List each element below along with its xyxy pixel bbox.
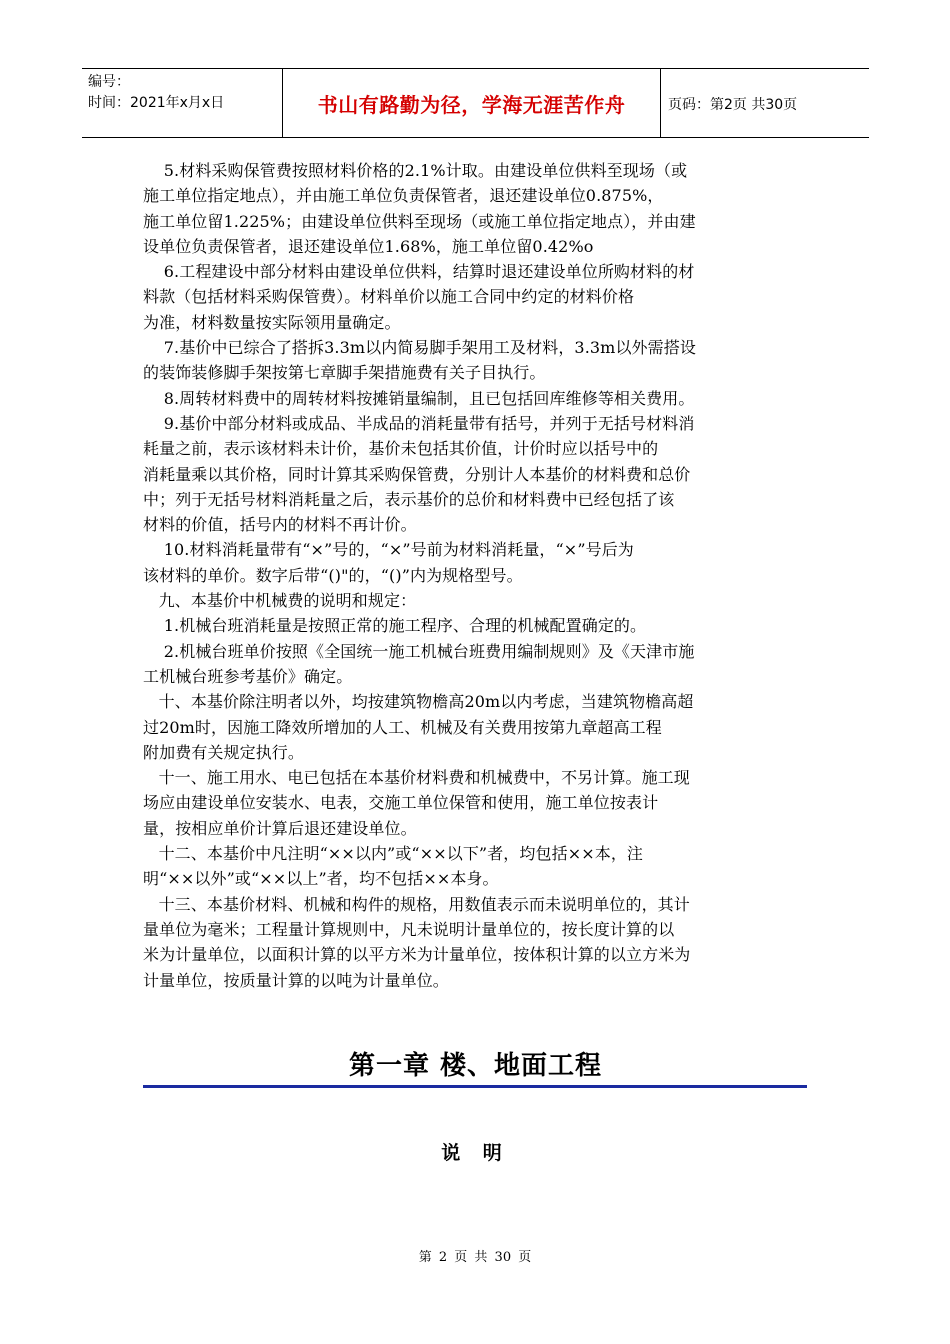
paragraph: 2.机械台班单价按照《全国统一施工机械台班费用编制规则》及《天津市施 工机械台班参考基价》确定。 [143, 641, 695, 686]
page-header [82, 68, 869, 138]
paragraph: 8.周转材料费中的周转材料按摊销量编制，且已包括回库维修等相关费用。 [143, 388, 695, 408]
paragraph: 5.材料采购保管费按照材料价格的2.1%计取。由建设单位供料至现场（或 施工单位指定地点），并由施工单位负责保管者，退还建设单位0.875%， 施工单位留1.225%；由建设单位供料至现场（或施工单位指定地点），并由建 设单位负责保管者，退还建设单位1.68%，施工单位留0.42%o [143, 161, 696, 256]
chapter-rule [143, 1085, 807, 1088]
paragraph: 1.机械台班消耗量是按照正常的施工程序、合理的机械配置确定的。 [143, 616, 647, 636]
paragraph: 十三、本基价材料、机械和构件的规格，用数值表示而未说明单位的，其计 量单位为毫米；工程量计算规则中，凡未说明计量单位的，按长度计算的以 米为计量单位，以面积计算的以平方米为计量单位，按体积计算的以立方米为 计量单位，按质量计算的以吨为计量单位。 [143, 894, 691, 990]
chapter-title: 第一章 楼、地面工程 [348, 1051, 603, 1081]
paragraph: 6.工程建设中部分材料由建设单位供料，结算时退还建设单位所购材料的材 料款（包括材料采购保管费）。材料单价以施工合同中约定的材料价格 为准，材料数量按实际领用量确定。 [143, 262, 695, 332]
paragraph: 十二、本基价中凡注明“××以内”或“××以下”者，均包括××本，注 明“××以外”或“××以上”者，均不包括××本身。 [143, 844, 644, 889]
paragraph: 九、本基价中机械费的说明和规定： [143, 591, 417, 611]
number-label: 编号： [88, 74, 130, 90]
date-label: 时间：2021年x月x日 [88, 95, 225, 111]
header-meta [88, 72, 224, 114]
paragraph: 7.基价中已综合了搭拆3.3m以内简易脚手架用工及材料，3.3m以外需搭设 的装饰装修脚手架按第七章脚手架措施费有关子目执行。 [143, 338, 696, 383]
paragraph: 十一、施工用水、电已包括在本基价材料费和机械费中，不另计算。施工现 场应由建设单位安装水、电表，交施工单位保管和使用，施工单位按表计 量，按相应单价计算后退还建设单位。 [143, 768, 690, 838]
paragraph: 十、本基价除注明者以外，均按建筑物檐高20m以内考虑，当建筑物檐高超 过20m时，因施工降效所增加的人工、机械及有关费用按第九章超高工程 附加费有关规定执行。 [143, 692, 694, 762]
section-title: 说 明 [441, 1142, 510, 1164]
paragraph: 9.基价中部分材料或成品、半成品的消耗量带有括号，并列于无括号材料消 耗量之前，表示该材料未计价，基价未包括其价值，计价时应以括号中的 消耗量乘以其价格，同时计算其采购保管费，分别计人本基价的材料费和总价 中；列于无括号材料消耗量之后，表示基价的总价和材料费中已经包括了该 材料的价值，括号内的材料不再计价。 [143, 413, 695, 535]
header-motto: 书山有路勤为径，学海无涯苦作舟 [282, 69, 661, 137]
paragraph: 10.材料消耗量带有“×”号的，“×”号前为材料消耗量，“×”号后为 该材料的单价。数字后带“()"的，“()”内为规格型号。 [143, 540, 634, 585]
body-text [143, 158, 808, 993]
page-footer: 第 2 页 共 30 页 [418, 1250, 532, 1265]
header-page-info: 页码：第2页 共30页 [668, 97, 798, 113]
